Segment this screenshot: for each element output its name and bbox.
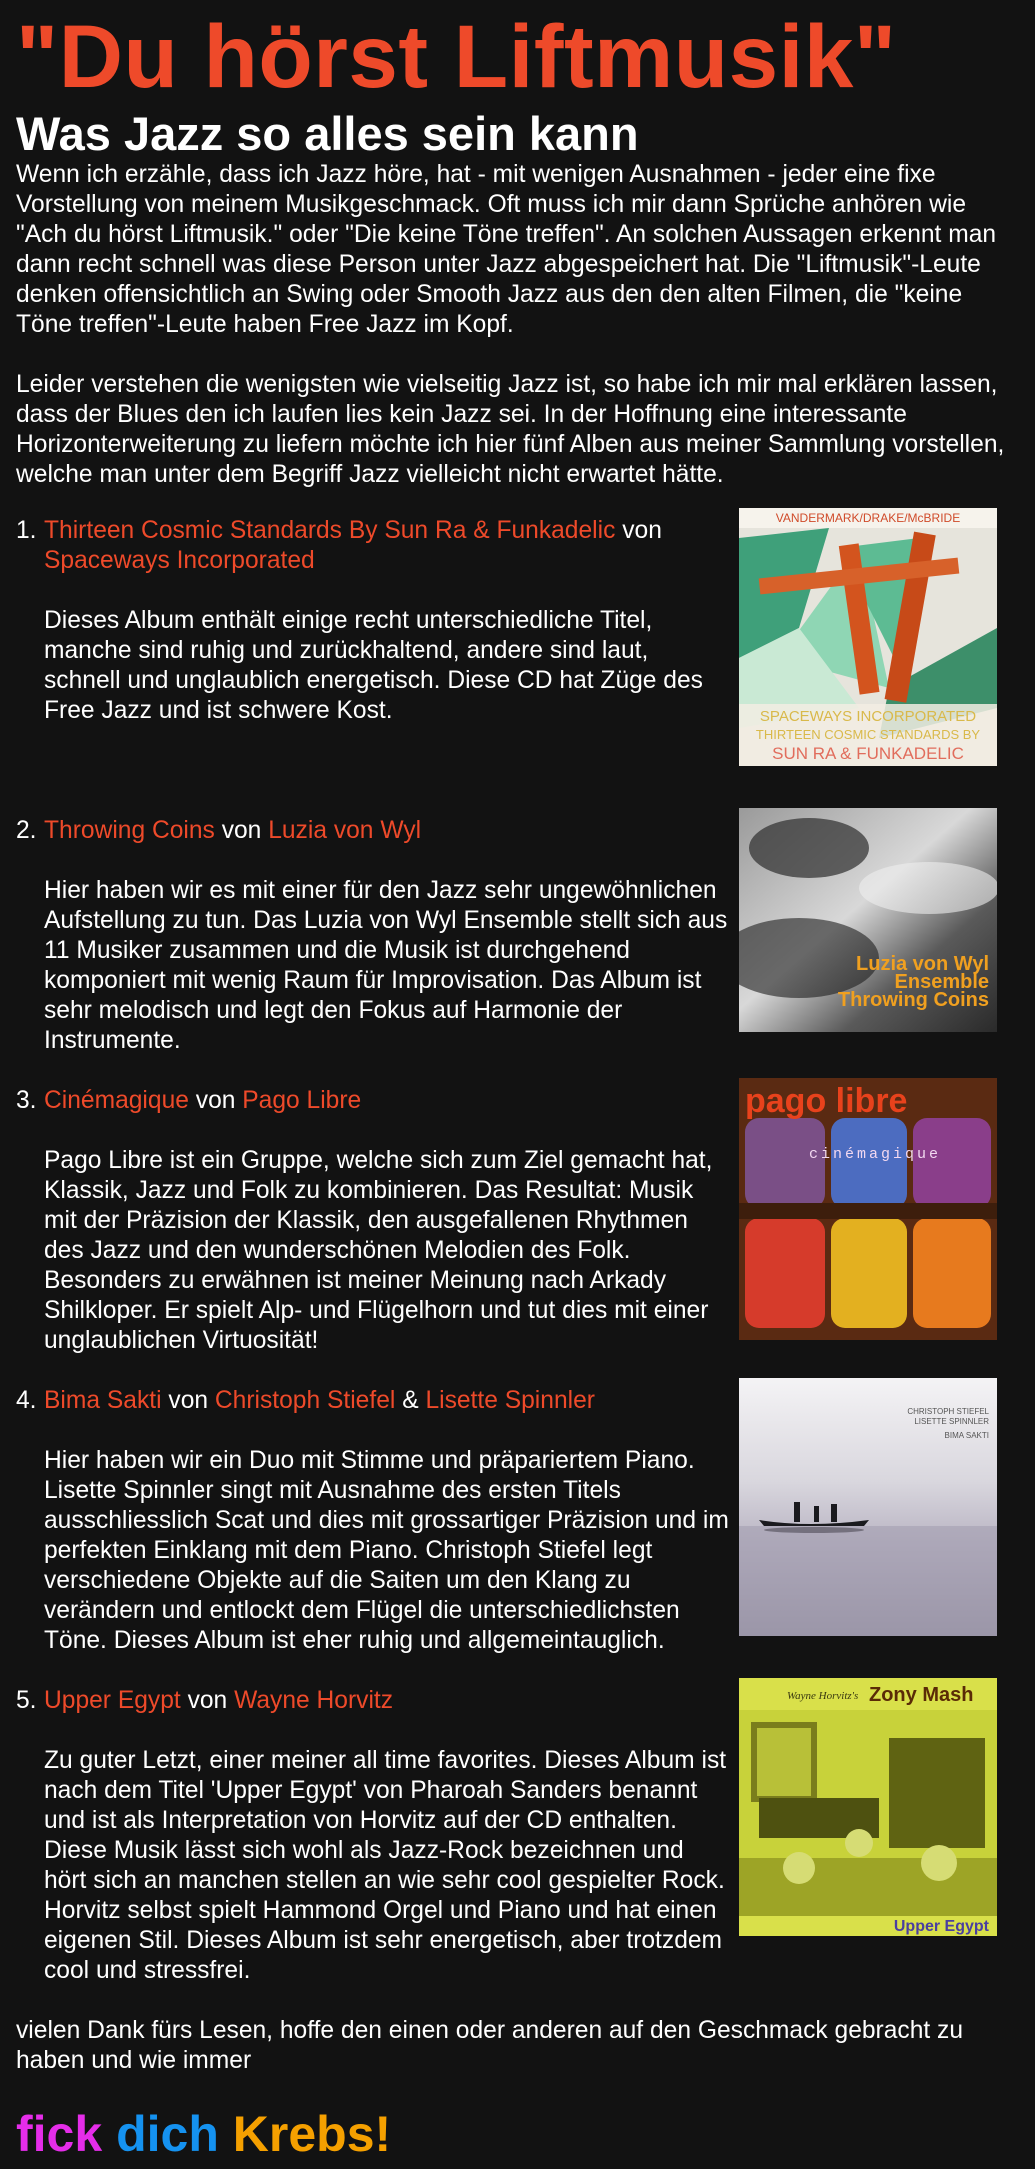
page-title: "Du hörst Liftmusik": [16, 6, 897, 106]
cover-text: THIRTEEN COSMIC STANDARDS BY: [755, 727, 981, 742]
cover-text: Throwing Coins: [837, 989, 989, 1011]
connector-and: &: [402, 1387, 419, 1414]
album-description: Zu guter Letzt, einer meiner all time favorites. Dieses Album ist nach dem Titel 'Upper Egypt' von Pharoah Sanders benannt und ist als Interpretation von Horvitz auf der CD enthalten. Diese Musik lässt sich wohl als Jazz-Rock bezeichnen und hört sich an manchen stellen an wie sehr cool gespielter Rock. Horvitz selbst spielt Hammond Orgel und Piano und hat einen eigenen Stil. Dieses Album ist sehr energetisch, aber trotzdem cool und stressfrei.: [44, 1747, 727, 1984]
signoff-word: fick: [16, 2106, 103, 2162]
intro-paragraph: Wenn ich erzähle, dass ich Jazz höre, hat - mit wenigen Ausnahmen - jeder eine fixe Vorstellung von meinem Musikgeschmack. Oft muss ich mir dann Sprüche anhören wie "Ach du hörst Liftmusik." oder "Die keine Töne treffen". An solchen Aussagen erkennt man dann recht schnell was diese Person unter Jazz abgespeichert hat. Die "Liftmusik"-Leute denken offensichtlich an Swing oder Smooth Jazz aus den den alten Filmen, die "keine Töne treffen"-Leute haben Free Jazz im Kopf.: [16, 161, 997, 338]
album-number: 2.: [16, 817, 37, 844]
cover-text: Upper Egypt: [893, 1918, 989, 1935]
album-description: Hier haben wir ein Duo mit Stimme und präpariertem Piano. Lisette Spinnler singt mit Ausnahme des ersten Titels ausschliesslich Scat und dies mit grossartiger Präzision und im perfekten Einklang mit dem Piano. Christoph Stiefel legt verschiedene Objekte auf die Saiten um den Klang zu verändern und entlockt dem Flügel die unterschiedlichsten Töne. Dieses Album ist eher ruhig und allgemeintauglich.: [44, 1447, 729, 1654]
album-heading: [44, 516, 731, 576]
cover-art-zony-mash: [739, 1678, 997, 1936]
album-item: [16, 1386, 1021, 1686]
album-title-link[interactable]: Cinémagique: [44, 1087, 189, 1114]
artist-link[interactable]: Spaceways Incorporated: [44, 547, 315, 574]
cover-art-throwing-coins: [739, 808, 997, 1032]
album-number: 5.: [16, 1687, 37, 1714]
album-cover-image: [739, 808, 997, 1032]
album-number: 3.: [16, 1087, 37, 1114]
connector-von: von: [221, 817, 262, 844]
connector-von: von: [187, 1687, 228, 1714]
cover-text: Luzia von Wyl: [856, 953, 989, 975]
album-cover-image: [739, 1078, 997, 1340]
cover-text: Ensemble: [894, 971, 989, 993]
artist-link[interactable]: Wayne Horvitz: [234, 1687, 394, 1714]
album-item: [16, 511, 1021, 816]
album-title-link[interactable]: Throwing Coins: [44, 817, 215, 844]
cover-text: CHRISTOPH STIEFEL: [907, 1407, 989, 1416]
cover-text: pago libre: [745, 1082, 908, 1120]
album-heading: [44, 1386, 731, 1416]
cover-text: Wayne Horvitz's: [787, 1690, 859, 1702]
signoff: [16, 2104, 1021, 2164]
outro-text: vielen Dank fürs Lesen, hoffe den einen oder anderen auf den Geschmack gebracht zu haben und wie immer: [16, 2017, 964, 2074]
album-heading: [44, 816, 731, 846]
artist-link[interactable]: Christoph Stiefel: [214, 1387, 396, 1414]
album-cover-image: [739, 1378, 997, 1636]
album-item: [16, 1082, 1021, 1386]
signoff-word: dich: [116, 2106, 219, 2162]
artist-link[interactable]: Luzia von Wyl: [268, 817, 422, 844]
cover-text: SPACEWAYS INCORPORATED: [759, 708, 977, 725]
album-title-link[interactable]: Bima Sakti: [44, 1387, 162, 1414]
artist-link[interactable]: Pago Libre: [242, 1087, 362, 1114]
album-cover-image: [739, 1678, 997, 1936]
album-heading: [44, 1686, 731, 1716]
signoff-word: Krebs!: [232, 2106, 392, 2162]
album-title-link[interactable]: Thirteen Cosmic Standards By Sun Ra & Funkadelic: [44, 517, 616, 544]
cover-art-pago-libre: [739, 1078, 997, 1340]
album-description: Pago Libre ist ein Gruppe, welche sich zum Ziel gemacht hat, Klassik, Jazz und Folk zu kombinieren. Das Resultat: Musik mit der Präzision der Klassik, den ausgefallenen Rhythmen des Jazz und den wunderschönen Melodien des Folk. Besonders zu erwähnen ist meiner Meinung nach Arkady Shilkloper. Er spielt Alp- und Flügelhorn und tut dies mit einer unglaublichen Virtuosität!: [44, 1147, 713, 1354]
cover-art-spaceways: [739, 508, 997, 766]
album-item: [16, 1686, 1021, 2016]
connector-von: von: [195, 1087, 236, 1114]
album-heading: [44, 1086, 731, 1116]
cover-art-bima-sakti: [739, 1378, 997, 1636]
album-list: [16, 511, 1021, 2016]
album-description: Hier haben wir es mit einer für den Jazz sehr ungewöhnlichen Aufstellung zu tun. Das Luzia von Wyl Ensemble stellt sich aus 11 Musiker zusammen und die Musik ist durchgehend komponiert mit wenig Raum für Improvisation. Das Album ist sehr melodisch und legt den Fokus auf Harmonie der Instrumente.: [44, 877, 728, 1054]
album-cover-image: [739, 508, 997, 766]
cover-text: cinémagique: [809, 1146, 942, 1163]
album-title-link[interactable]: Upper Egypt: [44, 1687, 181, 1714]
page-subtitle: Was Jazz so alles sein kann: [16, 107, 639, 160]
artist-link[interactable]: Lisette Spinnler: [425, 1387, 595, 1414]
cover-text: SUN RA & FUNKADELIC: [772, 744, 964, 763]
connector-von: von: [622, 517, 662, 544]
connector-von: von: [168, 1387, 209, 1414]
album-item: [16, 816, 1021, 1086]
cover-text: BIMA SAKTI: [944, 1431, 989, 1440]
cover-text: LISETTE SPINNLER: [914, 1417, 989, 1426]
album-description: Dieses Album enthält einige recht unterschiedliche Titel, manche sind ruhig und zurückhaltend, andere sind laut, schnell und unglaublich energetisch. Diese CD hat Züge des Free Jazz und ist schwere Kost.: [44, 607, 703, 724]
album-number: 1.: [16, 517, 37, 544]
album-number: 4.: [16, 1387, 37, 1414]
cover-text: Zony Mash: [869, 1684, 974, 1706]
intro-paragraph: Leider verstehen die wenigsten wie vielseitig Jazz ist, so habe ich mir mal erklären lassen, dass der Blues den ich laufen lies kein Jazz sei. In der Hoffnung eine interessante Horizonterweiterung zu liefern möchte ich hier fünf Alben aus meiner Sammlung vorstellen, welche man unter dem Begriff Jazz vielleicht nicht erwartet hätte.: [16, 371, 1005, 488]
cover-text: VANDERMARK/DRAKE/McBRIDE: [775, 511, 961, 525]
